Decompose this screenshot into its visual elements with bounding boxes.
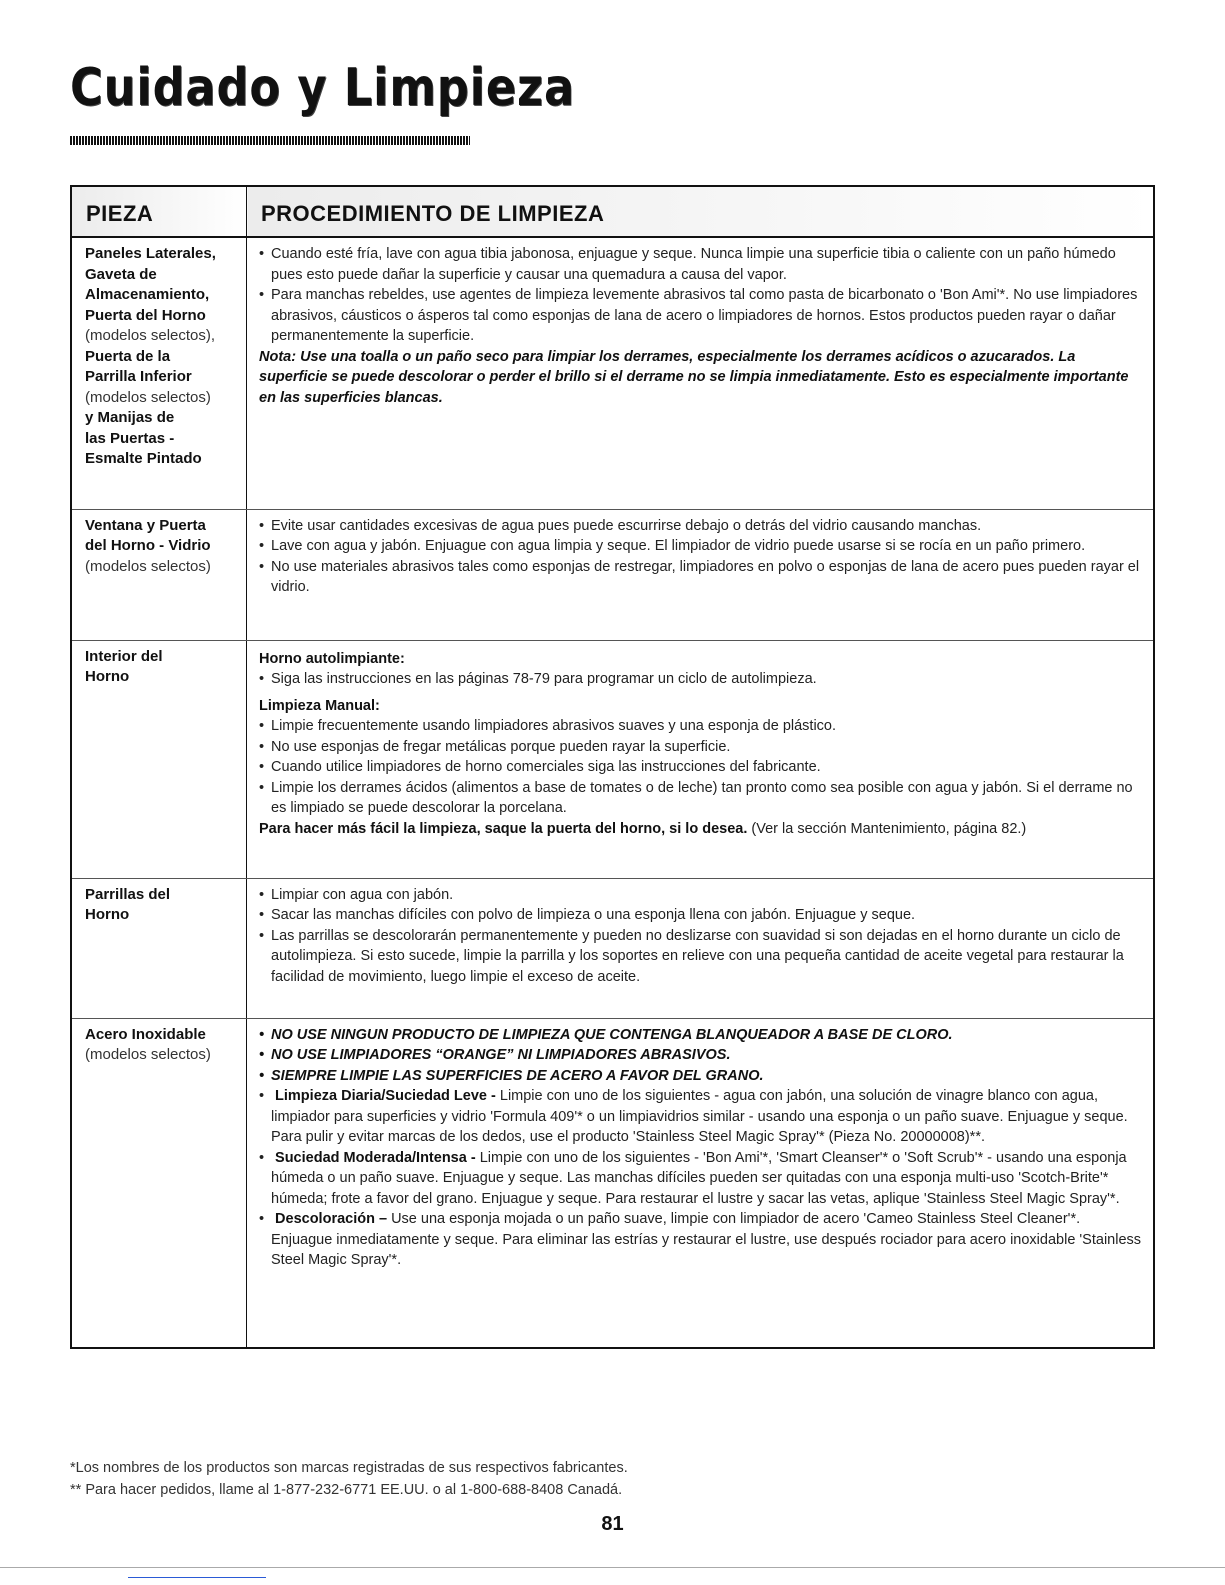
cleaning-table xyxy=(70,185,1155,1349)
part-label: del Horno - Vidrio xyxy=(85,537,211,554)
part-label: Acero Inoxidable xyxy=(85,1025,206,1043)
table-header-row xyxy=(71,186,1154,237)
procedure-item: • Las parrillas se descolorarán permanentemente y pueden no deslizarse con suavidad si son dejadas en el horno durante un ciclo de autolimpieza. Si esto sucede, limpie la parrilla y los soportes en relieve con una pequeña cantidad de aceite vegetal para restaurar la facilidad de movimiento, luego limpie el exceso de aceite. xyxy=(259,926,1143,988)
part-cell xyxy=(71,640,247,878)
part-cell xyxy=(71,878,247,1018)
title-underline xyxy=(70,136,470,145)
part-label: (modelos selectos), xyxy=(85,327,216,344)
table-row xyxy=(71,878,1154,1018)
item-text: Limpie con uno de los siguientes - 'Bon Ami'*, 'Smart Cleanser'* o 'Soft Scrub'* - usando una esponja húmeda o un paño suave. Enjuague y seque. Las manchas difíciles pueden ser quitadas con una esponja multi-uso 'Scotch-Brite'* húmeda; frote a favor del grano. Enjuague y seque. Para restaurar el lustre y sacar las vetas, aplique 'Stainless Steel Magic Spray'*. xyxy=(271,1149,1127,1207)
tail-reference: (Ver la sección Mantenimiento, página 82.) xyxy=(751,820,1027,837)
procedure-cell xyxy=(247,1018,1155,1348)
part-label: Horno xyxy=(85,668,130,685)
table-row xyxy=(71,237,1154,509)
item-lead: Descoloración – xyxy=(275,1211,388,1227)
part-cell xyxy=(71,237,247,509)
procedure-cell xyxy=(247,878,1155,1018)
part-cell xyxy=(71,509,247,640)
link-underline xyxy=(128,1577,266,1578)
item-lead: Limpieza Diaria/Suciedad Leve - xyxy=(275,1088,496,1104)
section-heading: Limpieza Manual: xyxy=(259,697,380,714)
procedure-item: • Limpiar con agua con jabón. xyxy=(259,885,1143,906)
page-title: Cuidado y Limpieza xyxy=(70,58,575,118)
part-label: Almacenamiento, xyxy=(85,286,210,303)
warning-item: • SIEMPRE LIMPIE LAS SUPERFICIES DE ACERO A FAVOR DEL GRANO. xyxy=(259,1066,1143,1087)
procedure-item: • Cuando utilice limpiadores de horno comerciales siga las instrucciones del fabricante. xyxy=(259,757,1143,778)
part-label: Puerta del Horno xyxy=(85,306,206,324)
part-cell xyxy=(71,1018,247,1348)
page-number: 81 xyxy=(601,1513,624,1535)
procedure-item xyxy=(259,1148,1143,1210)
procedure-item: • Limpie los derrames ácidos (alimentos a base de tomates o de leche) tan pronto como sea posible con agua y jabón. Si el derrame no es limpiado se puede descolorar la porcelana. xyxy=(259,778,1143,819)
table-row xyxy=(71,640,1154,878)
procedure-item: • Cuando esté fría, lave con agua tibia jabonosa, enjuague y seque. Nunca limpie una superficie tibia o caliente con un paño húmedo pues esto puede dañar la superficie y causar una quemadura a causa del vapor. xyxy=(259,244,1143,285)
warning-item: • NO USE LIMPIADORES “ORANGE” NI LIMPIADORES ABRASIVOS. xyxy=(259,1045,1143,1066)
procedure-item xyxy=(259,1086,1143,1148)
procedure-tail xyxy=(259,819,1143,840)
item-text: Limpie con uno de los siguientes - agua con jabón, una solución de vinagre blanco con agua, limpiador para superficies y vidrio 'Formula 409'* o un limpiavidrios similar - usando una esponja o un paño suave. Enjuague y seque. Para pulir y evitar marcas de los dedos, use el producto 'Stainless Steel Magic Spray'* (Pieza No. 20000008)**. xyxy=(271,1088,1128,1145)
procedure-item: • Lave con agua y jabón. Enjuague con agua limpia y seque. El limpiador de vidrio puede usarse si se rocía en un paño primero. xyxy=(259,536,1143,557)
part-label: Ventana y Puerta xyxy=(85,516,206,534)
procedure-item: • Para manchas rebeldes, use agentes de limpieza levemente abrasivos tal como pasta de bicarbonato o 'Bon Ami'*. No use limpiadores abrasivos, cáusticos o ásperos tal como esponjas de lana de acero o limpiadores de hornos. Estos productos pueden rayar o dañar permanentemente la superficie. xyxy=(259,285,1143,347)
part-label: (modelos selectos) xyxy=(85,557,211,575)
footnote-ordering: ** Para hacer pedidos, llame al 1-877-232-6771 EE.UU. o al 1-800-688-8408 Canadá. xyxy=(70,1482,623,1498)
part-label: Puerta de la xyxy=(85,347,171,365)
part-label: Horno xyxy=(85,906,130,923)
item-lead: Suciedad Moderada/Intensa - xyxy=(275,1149,476,1166)
warning-item: • NO USE NINGUN PRODUCTO DE LIMPIEZA QUE CONTENGA BLANQUEADOR A BASE DE CLORO. xyxy=(259,1025,1143,1046)
procedure-item: • Evite usar cantidades excesivas de agua pues puede escurrirse debajo o detrás del vidrio causando manchas. xyxy=(259,516,1143,537)
procedure-item: • Siga las instrucciones en las páginas 78-79 para programar un ciclo de autolimpieza. xyxy=(259,669,1143,690)
procedure-item: • No use materiales abrasivos tales como esponjas de restregar, limpiadores en polvo o esponjas de lana de acero pues pueden rayar el vidrio. xyxy=(259,557,1143,598)
procedure-cell xyxy=(247,509,1155,640)
page-bottom-rule xyxy=(0,1567,1225,1568)
header-procedure: PROCEDIMIENTO DE LIMPIEZA xyxy=(247,186,1155,237)
part-label: Gaveta de xyxy=(85,265,157,283)
part-label: y Manijas de xyxy=(85,409,175,426)
part-label: Paneles Laterales, xyxy=(85,245,216,262)
part-label: las Puertas - xyxy=(85,429,175,447)
table-row xyxy=(71,1018,1154,1348)
footnote-trademarks: *Los nombres de los productos son marcas registradas de sus respectivos fabricantes. xyxy=(70,1460,628,1476)
procedure-note: Nota: Use una toalla o un paño seco para limpiar los derrames, especialmente los derrames acídicos o azucarados. La superficie se puede descolorar o perder el brillo si el derrame no se limpia inmediatamente. Esto es especialmente importante en las superficies blancas. xyxy=(259,348,1129,406)
procedure-item: • Limpie frecuentemente usando limpiadores abrasivos suaves y una esponja de plástico. xyxy=(259,716,1143,737)
procedure-item xyxy=(259,1209,1143,1271)
procedure-cell xyxy=(247,237,1155,509)
table-row xyxy=(71,509,1154,640)
header-part: PIEZA xyxy=(71,186,247,237)
part-label: Esmalte Pintado xyxy=(85,450,202,467)
part-label: Parrillas del xyxy=(85,885,171,903)
item-text: Use una esponja mojada o un paño suave, limpie con limpiador de acero 'Cameo Stainless Steel Cleaner'*. Enjuague inmediatamente y seque. Para eliminar las estrías y restaurar el lustre, use después rociador para acero inoxidable 'Stainless Steel Magic Spray'*. xyxy=(271,1211,1142,1268)
part-label: (modelos selectos) xyxy=(85,388,211,406)
tail-bold: Para hacer más fácil la limpieza, saque la puerta del horno, si lo desea. xyxy=(259,820,748,837)
section-heading: Horno autolimpiante: xyxy=(259,650,405,667)
part-label: Parrilla Inferior xyxy=(85,368,192,385)
procedure-item: • No use esponjas de fregar metálicas porque pueden rayar la superficie. xyxy=(259,737,1143,758)
procedure-cell xyxy=(247,640,1155,878)
procedure-item: • Sacar las manchas difíciles con polvo de limpieza o una esponja llena con jabón. Enjuague y seque. xyxy=(259,905,1143,926)
part-label: Interior del xyxy=(85,647,163,665)
part-label: (modelos selectos) xyxy=(85,1046,211,1063)
